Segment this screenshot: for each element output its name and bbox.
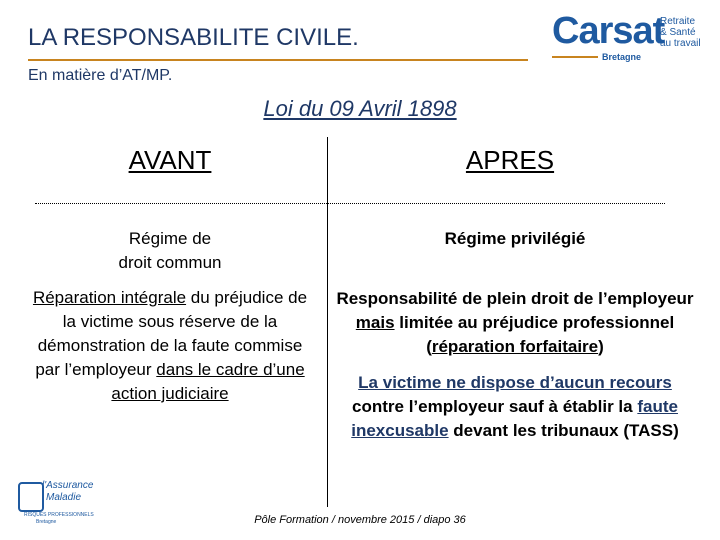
slide-subtitle: En matière d’AT/MP. — [28, 67, 173, 84]
avant-regime-line-2: droit commun — [118, 253, 222, 272]
avant-reparation-underlined: Réparation intégrale — [32, 288, 187, 307]
carsat-logo-tagline-2: & Santé — [660, 27, 696, 38]
carsat-logo — [552, 10, 712, 66]
apres-faute-inexcusable-underlined: faute inexcusable — [351, 397, 678, 440]
carsat-logo-region: Bretagne — [602, 52, 642, 62]
avant-reparation-text: du préjudice de la victime sous réserve de la démonstration de la faute commise par l’employeur — [35, 288, 308, 379]
avant-action-judiciaire-underlined: dans le cadre d’une action judiciaire — [111, 360, 305, 403]
apres-responsabilite-text-3: ) — [598, 337, 604, 356]
avant-reparation-cell — [28, 286, 312, 406]
row-divider-dotted — [35, 203, 665, 204]
apres-responsabilite-text-1: Responsabilité de plein droit de l’employeur — [336, 289, 694, 308]
law-title: Loi du 09 Avril 1898 — [263, 96, 457, 121]
carsat-logo-wordmark: Carsat — [552, 10, 665, 52]
avant-regime-cell — [40, 227, 300, 275]
assurance-maladie-emblem-icon — [18, 482, 44, 512]
carsat-logo-tagline-3: au travail — [660, 38, 701, 49]
apres-recours-text-2: devant les tribunaux (TASS) — [448, 421, 679, 440]
carsat-logo-bar — [552, 56, 598, 58]
apres-aucun-recours-underlined: La victime ne dispose d’aucun recours — [358, 373, 672, 392]
slide-footer: Pôle Formation / novembre 2015 / diapo 36 — [254, 514, 466, 526]
carsat-logo-tagline-1: Retraite — [660, 16, 696, 27]
apres-recours-text-1: contre l’employeur sauf à établir la — [352, 397, 638, 416]
apres-regime-cell: Régime privilégié — [444, 229, 586, 248]
apres-responsabilite-cell — [330, 287, 700, 359]
apres-reparation-forfaitaire-underlined: réparation forfaitaire — [431, 337, 599, 356]
column-header-avant: AVANT — [128, 145, 212, 175]
assurance-maladie-line-3: RISQUES PROFESSIONNELS — [24, 512, 94, 518]
column-divider-vertical — [327, 137, 328, 507]
assurance-maladie-line-4: Bretagne — [36, 519, 57, 525]
assurance-maladie-line-1: l'Assurance — [42, 480, 94, 491]
slide-title: LA RESPONSABILITE CIVILE. — [28, 24, 359, 51]
apres-recours-cell — [330, 371, 700, 443]
apres-mais-underlined: mais — [355, 313, 395, 332]
column-header-apres: APRES — [465, 145, 555, 175]
apres-responsabilite-text-2: limitée au préjudice professionnel ( — [394, 313, 675, 356]
avant-regime-line-1: Régime de — [128, 229, 212, 248]
title-underline-rule — [28, 59, 528, 61]
assurance-maladie-line-2: Maladie — [46, 492, 82, 503]
